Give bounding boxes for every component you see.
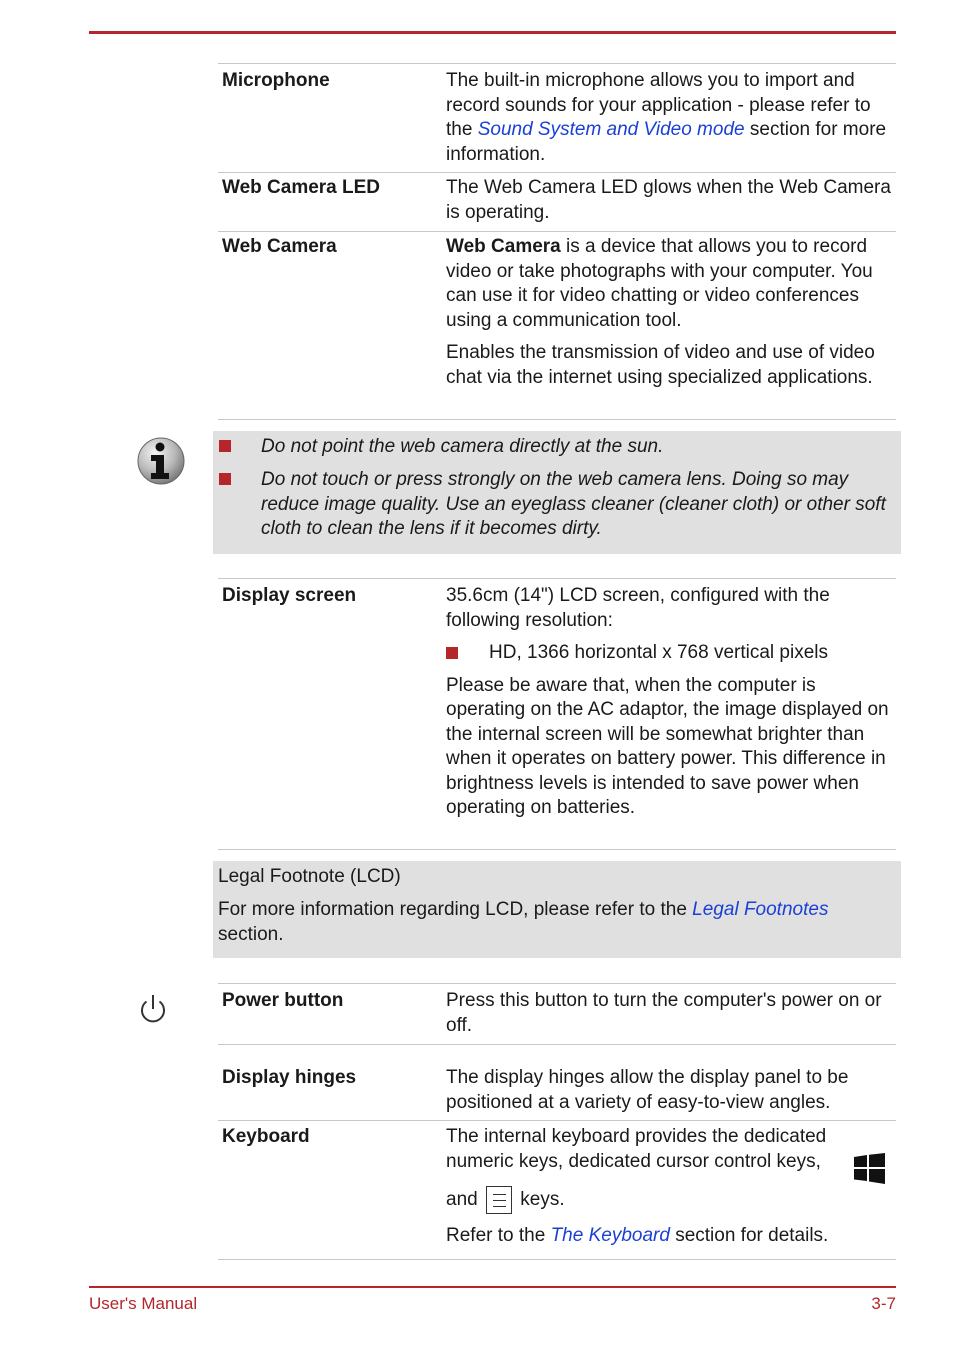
row-divider	[218, 1259, 896, 1260]
term-web-camera: Web Camera	[222, 236, 337, 257]
legal-text-part: section.	[218, 923, 284, 945]
note-item: Do not touch or press strongly on the web camera lens. Doing so may reduce image quality. Use an eyeglass cleaner (cleaner cloth) or other soft cloth to clean the lens if it becomes dirty.	[261, 469, 886, 539]
link-legal-footnotes[interactable]: Legal Footnotes	[692, 899, 829, 920]
footer-rule	[89, 1286, 896, 1288]
desc-text	[446, 1125, 856, 1174]
desc-text: The built-in microphone allows you to import and record sounds for your application - please refer to the	[446, 70, 871, 140]
desc-web-camera	[446, 235, 896, 390]
desc-text-part: and	[446, 1189, 478, 1210]
desc-text: Enables the transmission of video and use of video chat via the internet using specialized applications.	[446, 342, 875, 388]
desc-keyboard	[446, 1125, 896, 1249]
row-divider	[218, 1044, 896, 1045]
list-item	[446, 641, 896, 666]
power-icon	[138, 993, 168, 1033]
legal-text	[218, 898, 888, 947]
term-web-camera-led: Web Camera LED	[222, 177, 381, 198]
desc-text: section for more information.	[446, 119, 887, 165]
desc-text: Press this button to turn the computer's power on or off.	[446, 990, 882, 1036]
desc-display-screen	[446, 584, 896, 821]
footer-page-number: 3-7	[871, 1294, 896, 1313]
desc-bold: Web Camera	[446, 236, 561, 257]
legal-footnote-box	[213, 861, 901, 958]
desc-microphone	[446, 69, 896, 167]
bullet-square	[219, 440, 231, 452]
note-box	[213, 431, 901, 554]
menu-key-icon	[486, 1186, 512, 1214]
row-divider	[218, 172, 896, 173]
row-divider	[218, 849, 896, 850]
link-the-keyboard[interactable]: The Keyboard	[550, 1225, 670, 1246]
legal-text-part: For more information regarding LCD, please refer to the	[218, 899, 693, 920]
term-microphone: Microphone	[222, 70, 330, 91]
bullet-square	[446, 647, 458, 659]
desc-text: Please be aware that, when the computer is operating on the AC adaptor, the image displayed on the internal screen will be somewhat brighter than when it operates on battery power. This difference in brightness levels is intended to save power when operating on batteries.	[446, 674, 889, 818]
bullet-square	[219, 473, 231, 485]
desc-text: The Web Camera LED glows when the Web Camera is operating.	[446, 177, 891, 223]
term-display-screen: Display screen	[222, 585, 357, 606]
row-divider	[218, 578, 896, 579]
desc-display-hinges	[446, 1066, 896, 1115]
desc-text-part: keys.	[520, 1189, 565, 1210]
desc-text-part: section for details.	[669, 1225, 829, 1246]
desc-text: is a device that allows you to record video or take photographs with your computer. You can use it for video chatting or video conferences using a communication tool.	[446, 236, 873, 331]
row-divider	[218, 419, 896, 420]
term-display-hinges: Display hinges	[222, 1067, 357, 1088]
windows-key-icon	[854, 1153, 885, 1184]
header-rule	[89, 31, 896, 34]
footer-manual-title: User's Manual	[89, 1294, 198, 1313]
note-item: Do not point the web camera directly at the sun.	[261, 436, 664, 457]
desc-text-part: The internal keyboard provides the dedicated numeric keys, dedicated cursor control keys,	[446, 1126, 827, 1172]
info-icon	[136, 436, 186, 494]
legal-title: Legal Footnote (LCD)	[218, 866, 401, 887]
desc-text: 35.6cm (14") LCD screen, configured with the following resolution:	[446, 585, 830, 631]
desc-power-button	[446, 989, 896, 1038]
term-keyboard: Keyboard	[222, 1126, 310, 1147]
keys-line	[446, 1184, 896, 1216]
row-divider	[218, 63, 896, 64]
desc-web-camera-led	[446, 176, 896, 225]
bullet-text: HD, 1366 horizontal x 768 vertical pixels	[489, 642, 829, 663]
term-power-button: Power button	[222, 990, 344, 1011]
link-sound-system[interactable]: Sound System and Video mode	[477, 119, 745, 140]
row-divider	[218, 231, 896, 232]
desc-text-part: Refer to the	[446, 1225, 551, 1246]
desc-text: The display hinges allow the display panel to be positioned at a variety of easy-to-view angles.	[446, 1067, 849, 1113]
row-divider	[218, 1120, 896, 1121]
row-divider	[218, 983, 896, 984]
